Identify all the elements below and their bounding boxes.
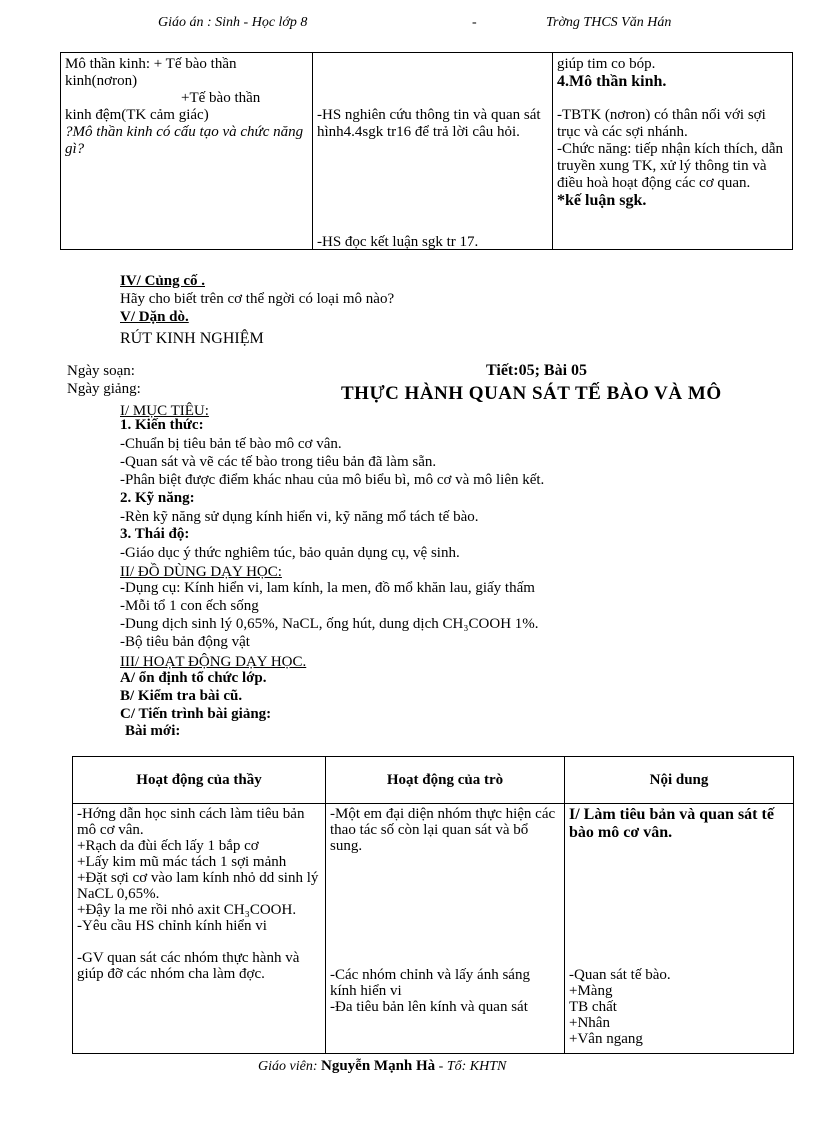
activities-table	[72, 756, 794, 1054]
footer-label: Giáo viên:	[258, 1059, 318, 1074]
t1-text: kinh(nơron)	[65, 73, 138, 89]
t2-col-student	[326, 804, 565, 1054]
t1-text: Mô thần kinh: + Tế bào thần	[65, 56, 237, 72]
header-left: Giáo án : Sinh - Học lớp 8	[158, 15, 308, 30]
objective-item: -Rèn kỹ năng sử dụng kính hiển vi, kỹ năng mổ tách tế bào.	[120, 509, 479, 525]
t2-text: -GV quan sát các nhóm thực hành và giúp đỡ các nhóm cha làm đợc.	[77, 950, 300, 982]
t2-col-content	[565, 804, 794, 1054]
t2-text: -Một em đại diện nhóm thực hiện các thao tác số còn lại quan sát và bổ sung.	[330, 806, 556, 854]
objective-item: -Phân biệt được điểm khác nhau của mô biểu bì, mô cơ và mô liên kết.	[120, 472, 545, 488]
equipment-item: -Dụng cụ: Kính hiển vi, lam kính, la men, đồ mổ khăn lau, giấy thấm	[120, 580, 535, 596]
period: Tiết:05; Bài 05	[486, 362, 588, 379]
t2-text: +Màng	[569, 983, 613, 999]
t2-text: +Đậy la me rồi nhỏ axit CH₃COOH.	[77, 902, 297, 918]
t1-col-student	[313, 53, 553, 250]
teach-date: Ngày giảng:	[67, 381, 141, 397]
t1-text: giúp tim co bóp.	[557, 56, 656, 72]
footer-group: - Tổ: KHTN	[438, 1059, 507, 1074]
equipment-item: -Mỗi tổ 1 con ếch sống	[120, 598, 259, 614]
table-header-content: Nội dung	[565, 757, 794, 804]
t1-text: -HS nghiên cứu thông tin và quan sát hình4.4sgk tr16 để trả lời câu hỏi.	[317, 107, 541, 140]
t1-question: ?Mô thần kinh có cấu tạo và chức năng gì?	[65, 124, 304, 157]
t2-heading: I/ Làm tiêu bản và quan sát tế bào mô cơ vân.	[569, 806, 774, 841]
t2-text: +Lấy kim mũ mác tách 1 sợi mảnh	[77, 854, 287, 870]
skills-heading: 2. Kỹ năng:	[120, 490, 195, 506]
t1-text: +Tế bào thần	[181, 90, 261, 106]
t1-text: kinh đệm(TK cảm giác)	[65, 107, 209, 123]
t1-conclusion: *kế luận sgk.	[557, 192, 647, 209]
t1-heading: 4.Mô thần kinh.	[557, 73, 667, 90]
knowledge-heading: 1. Kiến thức:	[120, 417, 204, 433]
t2-text: +Nhân	[569, 1015, 610, 1031]
table-header-student: Hoạt động của trò	[326, 757, 565, 804]
footer	[258, 1058, 506, 1075]
t2-col-teacher	[73, 804, 326, 1054]
t1-col-content	[553, 53, 793, 250]
activities-heading: III/ HOẠT ĐỘNG DẠY HỌC.	[120, 654, 307, 670]
equipment-item: -Dung dịch sinh lý 0,65%, NaCL, ống hút, dung dịch CH₃COOH 1%.	[120, 616, 539, 632]
objectives-heading: I/ MỤC TIÊU:	[120, 403, 209, 419]
homework-heading: V/ Dặn dò.	[120, 309, 189, 325]
t1-text: -TBTK (nơron) có thân nối với sợi trục và các sợi nhánh.	[557, 107, 766, 140]
lesson-title: THỰC HÀNH QUAN SÁT TẾ BÀO VÀ MÔ	[341, 383, 722, 404]
t1-text: -HS đọc kết luận sgk tr 17.	[317, 234, 479, 250]
t1-text: -Chức năng: tiếp nhận kích thích, dẫn truyền xung TK, xử lý thông tin và điều hoà hoạt động các cơ quan.	[557, 141, 783, 191]
t2-text: +Rạch da đùi ếch lấy 1 bắp cơ	[77, 838, 259, 854]
experience-heading: RÚT KINH NGHIỆM	[120, 330, 264, 347]
t2-text: -Hớng dẫn học sinh cách làm tiêu bản mô cơ vân.	[77, 806, 305, 838]
objective-item: -Giáo dục ý thức nghiêm túc, bảo quản dụng cụ, vệ sinh.	[120, 545, 460, 561]
header-middle: -	[472, 15, 477, 30]
t2-text: -Đa tiêu bản lên kính và quan sát	[330, 999, 528, 1015]
t2-text: -Yêu cầu HS chỉnh kính hiển vi	[77, 918, 267, 934]
prep-date: Ngày soạn:	[67, 363, 135, 379]
equipment-heading: II/ ĐỒ DÙNG DẠY HỌC:	[120, 564, 282, 580]
t2-text: -Quan sát tế bào.	[569, 967, 671, 983]
consolidation-text: Hãy cho biết trên cơ thể ngời có loại mô nào?	[120, 291, 395, 307]
t2-text: -Các nhóm chỉnh và lấy ánh sáng kính hiển vi	[330, 967, 530, 999]
equipment-item: -Bộ tiêu bản động vật	[120, 634, 250, 650]
header-right: Trờng THCS Văn Hán	[546, 15, 672, 30]
table-header-teacher: Hoạt động của thầy	[73, 757, 326, 804]
t2-text: +Vân ngang	[569, 1031, 643, 1047]
activity-a: A/ ổn định tổ chức lớp.	[120, 670, 267, 686]
teacher-name: Nguyễn Mạnh Hà	[320, 1058, 436, 1074]
t2-text: +Đặt sợi cơ vào lam kính nhỏ dd sinh lý NaCL 0,65%.	[77, 870, 319, 902]
new-lesson: Bài mới:	[125, 723, 181, 739]
activity-b: B/ Kiểm tra bài cũ.	[120, 688, 243, 704]
t1-col-teacher	[61, 53, 313, 250]
objective-item: -Chuẩn bị tiêu bản tế bào mô cơ vân.	[120, 436, 342, 452]
attitude-heading: 3. Thái độ:	[120, 526, 190, 542]
consolidation-heading: IV/ Củng cố .	[120, 273, 206, 289]
continuation-table	[60, 52, 793, 250]
objective-item: -Quan sát và vẽ các tế bào trong tiêu bản đã làm sẵn.	[120, 454, 437, 470]
activity-c: C/ Tiến trình bài giảng:	[120, 706, 272, 722]
t2-text: TB chất	[569, 999, 617, 1015]
